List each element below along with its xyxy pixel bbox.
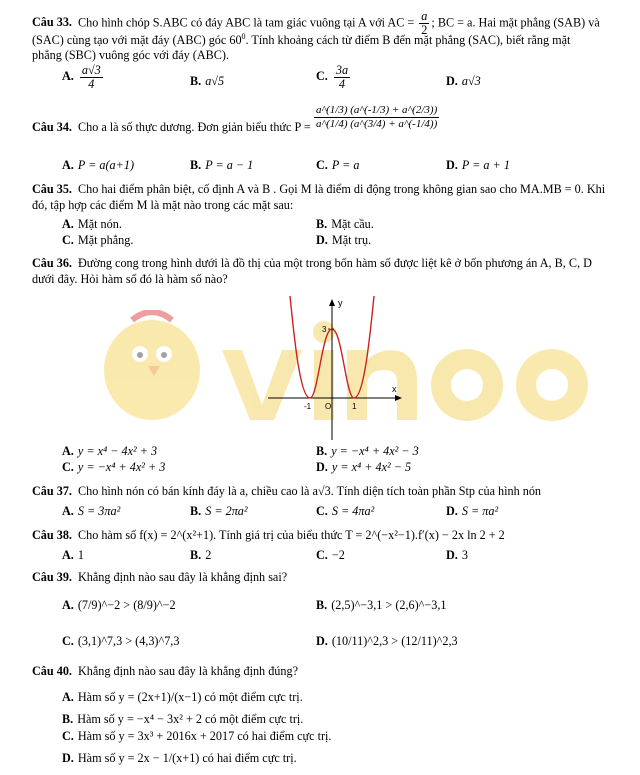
- question-number: Câu 37.: [32, 484, 72, 498]
- question-text: Cho a là số thực dương. Đơn giản biểu thức P =: [77, 120, 311, 134]
- option-c[interactable]: C. $\frac{3a}{4}$: [316, 63, 349, 91]
- question-number: Câu 40.: [32, 664, 72, 678]
- function-graph: [268, 296, 402, 440]
- option-a[interactable]: A. Hàm số y = (2x+1)/(x−1) có một điểm cực trị.: [62, 690, 303, 704]
- x-axis-arrow-icon: [395, 395, 402, 401]
- option-b[interactable]: B. y = −x⁴ + 4x² − 3: [316, 444, 419, 458]
- question-36: [32, 256, 628, 271]
- question-number: Câu 36.: [32, 256, 72, 270]
- option-c[interactable]: C. Hàm số y = 3x³ + 2016x + 2017 có hai điểm cực trị.: [62, 729, 332, 743]
- option-a[interactable]: A. 1: [62, 548, 84, 562]
- x-label: x: [392, 384, 397, 394]
- option-d[interactable]: D. S = πa²: [446, 504, 499, 518]
- question-text: ; BC = a. Hai mặt phẳng (SAB) và: [431, 15, 600, 30]
- option-b[interactable]: B. a√5: [190, 74, 225, 88]
- option-a[interactable]: A. $\frac{a√3}{4}$: [62, 63, 101, 91]
- option-c[interactable]: C. Mặt phẳng.: [62, 233, 134, 247]
- option-a[interactable]: A. y = x⁴ − 4x² + 3: [62, 444, 158, 458]
- question-36-line2: dưới đây. Hỏi hàm số đó là hàm số nào?: [32, 272, 228, 286]
- question-text: Cho hàm số f(x) = 2^(x²+1). Tính giá trị của biểu thức T = 2^(−x²−1).f′(x) − 2x ln 2 + 2: [77, 528, 505, 542]
- question-39: [32, 570, 628, 585]
- option-b[interactable]: B. Mặt cầu.: [316, 217, 374, 231]
- question-text: Đường cong trong hình dưới là đồ thị của một trong bốn hàm số được liệt kê ở bốn phương án A, B, C, D: [77, 256, 592, 270]
- question-33-line3: phẳng (SBC) vuông góc với đáy (ABC).: [32, 48, 230, 62]
- option-d[interactable]: D. Hàm số y = 2x − 1/(x+1) có hai điểm cực trị.: [62, 751, 297, 765]
- y-label: y: [338, 298, 343, 308]
- option-d[interactable]: D. a√3: [446, 74, 481, 88]
- question-number: Câu 33.: [32, 15, 72, 30]
- option-d[interactable]: D. (10/11)^2,3 > (12/11)^2,3: [316, 634, 458, 648]
- option-c[interactable]: C. −2: [316, 548, 345, 562]
- option-a[interactable]: A. Mặt nón.: [62, 217, 122, 231]
- fraction: $\frac{a}{2}$: [421, 9, 428, 37]
- question-number: Câu 39.: [32, 570, 72, 584]
- question-number: Câu 34.: [32, 120, 72, 134]
- question-text: Cho hình chóp S.ABC có đáy ABC là tam giác vuông tại A với AC =: [77, 15, 415, 30]
- option-b[interactable]: B. P = a − 1: [190, 158, 254, 172]
- option-c[interactable]: C. P = a: [316, 158, 360, 172]
- option-d[interactable]: D. P = a + 1: [446, 158, 510, 172]
- option-d[interactable]: D. 3: [446, 548, 468, 562]
- option-c[interactable]: C. S = 4πa²: [316, 504, 375, 518]
- tick-y-3: 3: [322, 325, 327, 334]
- question-35: [32, 182, 628, 197]
- option-b[interactable]: B. S = 2πa²: [190, 504, 248, 518]
- option-b[interactable]: B. 2: [190, 548, 212, 562]
- question-text: Khẳng định nào sau đây là khẳng định đúng?: [77, 664, 298, 678]
- option-a[interactable]: A. (7/9)^−2 > (8/9)^−2: [62, 598, 176, 612]
- option-a[interactable]: A. S = 3πa²: [62, 504, 121, 518]
- question-37: [32, 484, 628, 499]
- origin-label: O: [325, 402, 332, 411]
- option-c[interactable]: C. (3,1)^7,3 > (4,3)^7,3: [62, 634, 180, 648]
- option-d[interactable]: D. y = x⁴ + 4x² − 5: [316, 460, 412, 474]
- question-text: Khẳng định nào sau đây là khẳng định sai?: [77, 570, 288, 584]
- question-text: Cho hai điểm phân biệt, cố định A và B . Gọi M là điểm di động trong không gian sao cho MA.MB = 0. Khi: [77, 182, 606, 196]
- option-c[interactable]: C. y = −x⁴ + 4x² + 3: [62, 460, 166, 474]
- option-b[interactable]: B. Hàm số y = −x⁴ − 3x² + 2 có một điểm cực trị.: [62, 712, 304, 726]
- question-text: Cho hình nón có bán kính đáy là a, chiều cao là a√3. Tính diện tích toàn phần Stp của hình nón: [77, 484, 542, 498]
- option-a[interactable]: A. P = a(a+1): [62, 158, 135, 172]
- tick-x-1: 1: [352, 402, 357, 411]
- question-number: Câu 35.: [32, 182, 72, 196]
- question-number: Câu 38.: [32, 528, 72, 542]
- y-axis-arrow-icon: [329, 299, 335, 306]
- expression-p: $\frac{a\^{}(1/3) (a\^{}(-1/3) + a\^{}(2/3))}{a\^{}(1/4) (a\^{}(3/4) + a\^{}(-1/4))}$: [316, 104, 438, 130]
- question-38: [32, 528, 628, 543]
- question-33-line2: (SAC) cùng tạo với mặt đáy (ABC) góc $60^0$. Tính khoảng cách từ điểm B đến mặt phẳng (SAC), biết rằng mặt: [32, 31, 571, 47]
- question-40: [32, 664, 628, 679]
- question-35-line2: đó, tập hợp các điểm M là mặt nào trong các mặt sau:: [32, 198, 294, 212]
- option-b[interactable]: B. (2,5)^−3,1 > (2,6)^−3,1: [316, 598, 447, 612]
- option-d[interactable]: D. Mặt trụ.: [316, 233, 372, 247]
- tick-x-neg1: -1: [304, 402, 312, 411]
